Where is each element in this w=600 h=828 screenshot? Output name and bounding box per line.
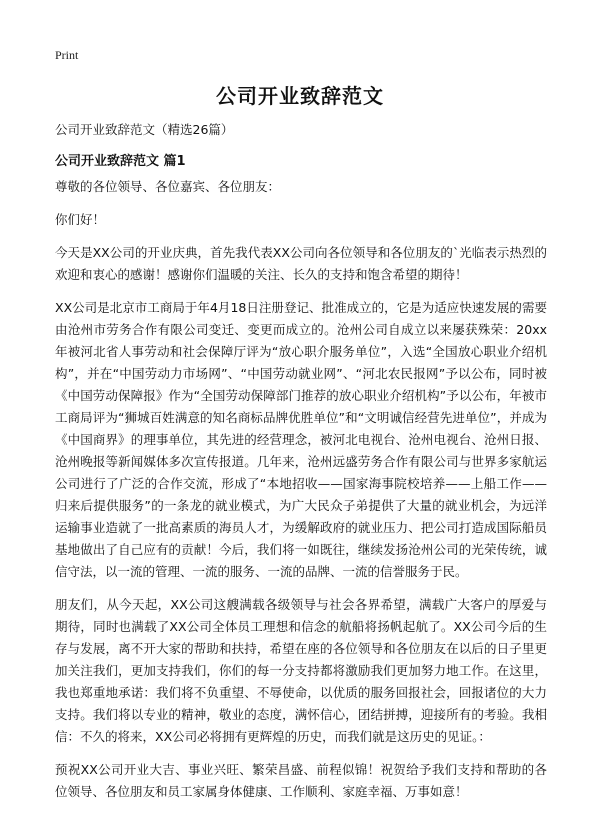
closing-paragraph: 预祝XX公司开业大吉、事业兴旺、繁荣昌盛、前程似锦！祝贺给予我们支持和帮助的各位领导、各位朋友和员工家属身体健康、工作顺利、家庭幸福、万事如意！ [55, 762, 547, 799]
document-subtitle: 公司开业致辞范文（精选26篇） [55, 122, 234, 137]
greeting-paragraph: 你们好！ [55, 212, 106, 227]
document-body [55, 176, 547, 814]
page-title: 公司开业致辞范文 [216, 84, 384, 108]
print-link[interactable]: Print [55, 48, 79, 62]
body-paragraph: XX公司是北京市工商局于年4月18日注册登记、批准成立的，它是为适应快速发展的需要由沧州市劳务合作有限公司变迁、变更而成立的。沧州公司自成立以来屡获殊荣：20xx年被河北省人事劳动和社会保障厅评为“放心职介服务单位”，入选“全国放心职业介绍机构”，并在“中国劳动力市场网”、“中国劳动就业网”、“河北农民报网”予以公布，同时被《中国劳动保障报》作为“全国劳动保障部门推荐的放心职业介绍机构”予以公布，年被市工商局评为“狮城百姓满意的知名商标品牌优胜单位”和“文明诚信经营先进单位”，并成为《中国商界》的理事单位，其先进的经营理念，被河北电视台、沧州电视台、沧州日报、沧州晚报等新闻媒体多次宣传报道。几年来，沧州远盛劳务合作有限公司与世界多家航运公司进行了广泛的合作交流，形成了“本地招收——国家海事院校培养——上船工作——归来后提供服务”的一条龙的就业模式，为广大民众子弟提供了大量的就业机会，为远洋运输事业造就了一批高素质的海员人才，为缓解政府的就业压力、把公司打造成国际船员基地做出了自己应有的贡献！今后，我们将一如既往，继续发扬沧州公司的光荣传统，诚信守法，以一流的管理、一流的服务、一流的品牌、一流的信誉服务于民。 [55, 300, 547, 579]
section-heading: 公司开业致辞范文 篇1 [55, 154, 186, 169]
salutation-paragraph: 尊敬的各位领导、各位嘉宾、各位朋友： [55, 179, 281, 194]
body-paragraph: 朋友们，从今天起，XX公司这艘满载各级领导与社会各界希望，满载广大客户的厚爱与期待，同时也满载了XX公司全体员工理想和信念的航船将扬帆起航了。XX公司今后的生存与发展，离不开大家的帮助和扶持，希望在座的各位领导和各位朋友在以后的日子里更加关注我们，更加支持我们，你们的每一分支持都将激励我们更加努力地工作。在这里，我也郑重地承诺：我们将不负重望、不辱使命，以优质的服务回报社会，回报诸位的大力支持。我们将以专业的精神，敬业的态度，满怀信心，团结拼搏，迎接所有的考验。我相信：不久的将来，XX公司必将拥有更辉煌的历史，而我们就是这历史的见证。： [55, 597, 547, 744]
body-paragraph: 今天是XX公司的开业庆典，首先我代表XX公司向各位领导和各位朋友的`光临表示热烈的欢迎和衷心的感谢！感谢你们温暖的关注、长久的支持和饱含希望的期待！ [55, 245, 547, 282]
